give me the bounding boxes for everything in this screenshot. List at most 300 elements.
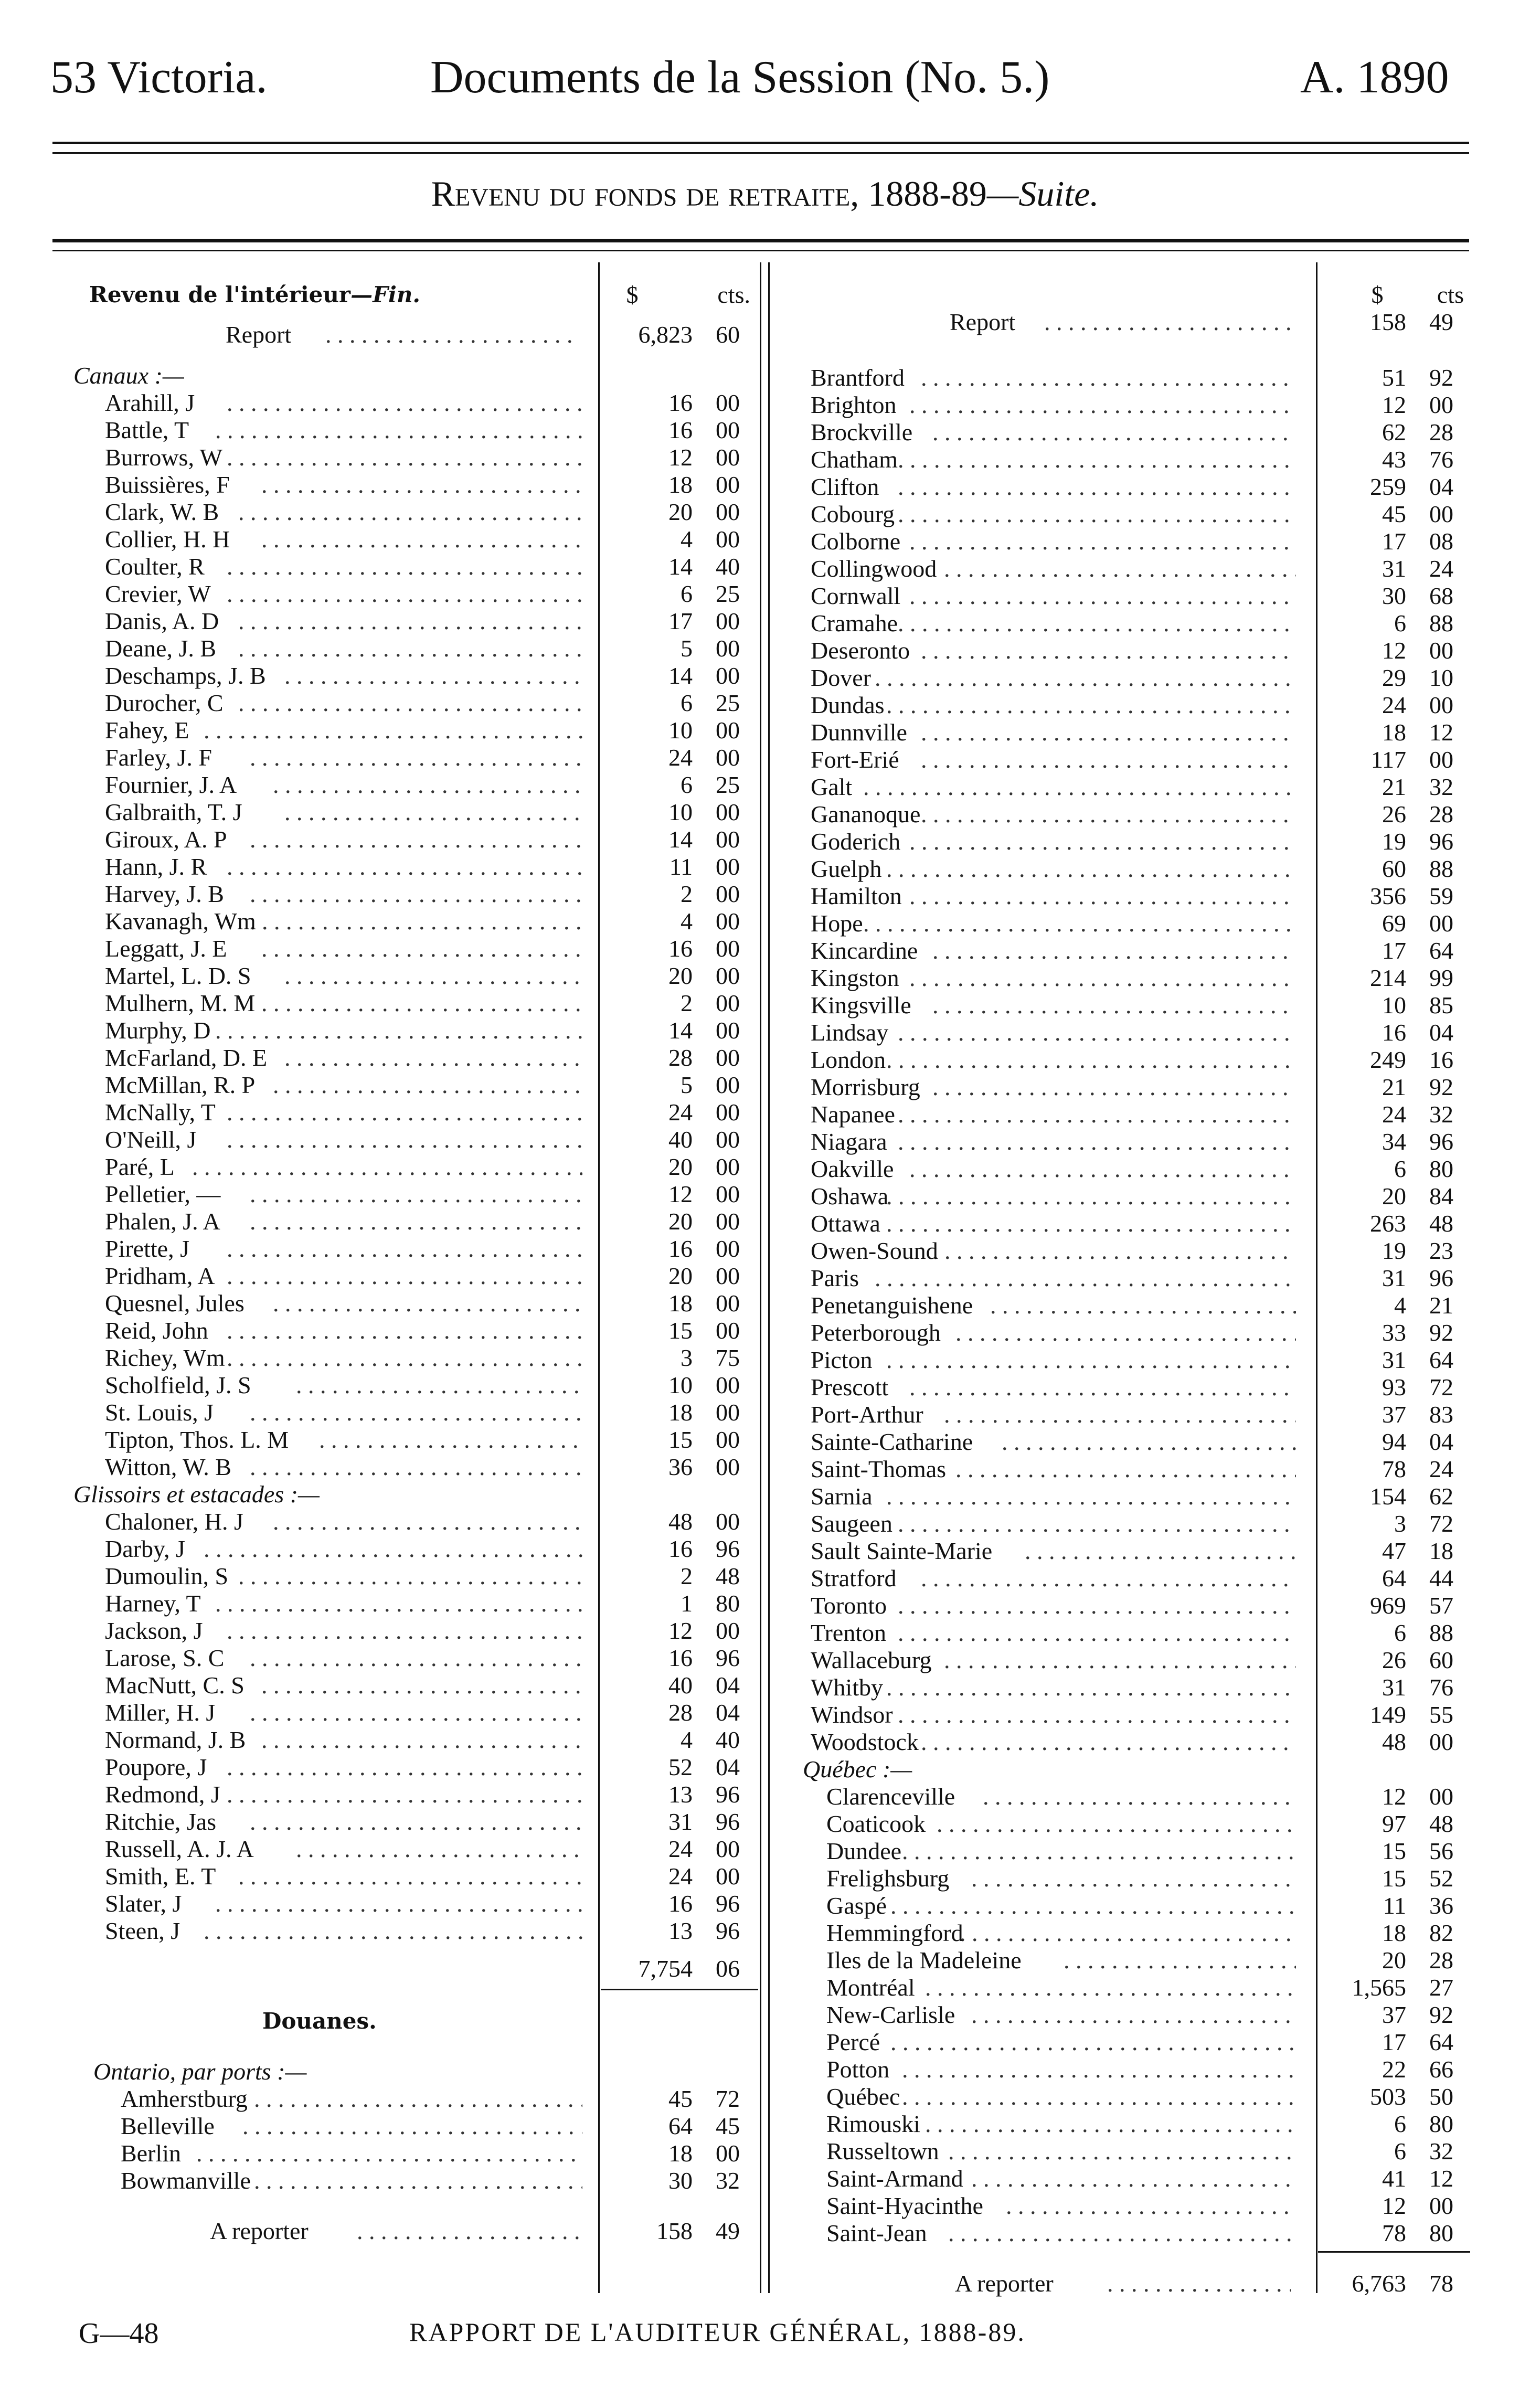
left-entry-cents: 75 [716, 1344, 740, 1371]
left-entry-name: Pelletier, — [105, 1181, 221, 1207]
port-entry-dollars: 21 [1382, 773, 1406, 800]
left-entry-cents: 96 [716, 1808, 740, 1835]
leader-dots [886, 1183, 1296, 1210]
left-entry-name: Redmond, J [105, 1781, 220, 1808]
port-entry-row [0, 419, 1530, 446]
right-dollar-head: $ [1371, 281, 1384, 308]
port-entry-dollars: 4 [1394, 1292, 1406, 1319]
left-entry-dollars: 36 [668, 1454, 693, 1480]
left-entry-dollars: 20 [668, 1153, 693, 1180]
leader-dots [1025, 1537, 1296, 1565]
left-entry-cents: 00 [716, 1863, 740, 1890]
left-entry-dollars: 6 [681, 580, 693, 607]
port-entry-cents: 83 [1429, 1401, 1453, 1428]
port-entry-dollars: 6 [1394, 2110, 1406, 2137]
left-entry-name: Dumoulin, S [105, 1563, 229, 1589]
left-entry-dollars: 10 [668, 1372, 693, 1398]
left-entry-name: Fahey, E [105, 717, 189, 744]
port-entry-cents: 12 [1429, 719, 1453, 746]
leader-dots [898, 610, 1296, 637]
port-entry-name: Deseronto [811, 637, 910, 664]
port-entry-name: Clifton [811, 473, 879, 500]
port-entry-name: Frelighsburg [826, 1865, 950, 1892]
port-entry-cents: 62 [1429, 1483, 1453, 1510]
ontario-heading: Ontario, par ports :— [93, 2058, 307, 2085]
leader-dots [898, 446, 1296, 473]
left-entry-dollars: 48 [668, 1508, 693, 1535]
port-entry-name: Lindsay [811, 1019, 889, 1046]
left-entry-dollars: 13 [668, 1781, 693, 1808]
left-entry-dollars: 40 [668, 1672, 693, 1699]
right-cents-head: cts [1437, 281, 1464, 308]
leader-dots [983, 1783, 1296, 1810]
left-entry-name: McMillan, R. P [105, 1072, 256, 1098]
port-entry-name: Cornwall [811, 582, 901, 609]
port-entry-dollars: 356 [1370, 883, 1406, 909]
port-entry-cents: 64 [1429, 1346, 1453, 1373]
port-entry-cents: 00 [1429, 2192, 1453, 2219]
port-entry-dollars: 10 [1382, 992, 1406, 1019]
left-entry-cents: 04 [716, 1754, 740, 1780]
left-entry-cents: 00 [716, 908, 740, 935]
port-entry-row [0, 746, 1530, 773]
left-entry-dollars: 52 [668, 1754, 693, 1780]
port-entry-name: Toronto [811, 1592, 887, 1619]
port-entry-cents: 32 [1429, 773, 1453, 800]
port-entry-row [0, 1865, 1530, 1892]
port-entry-name: Morrisburg [811, 1074, 920, 1100]
leader-dots [971, 2165, 1296, 2192]
left-entry-name: O'Neill, J [105, 1126, 197, 1153]
port-entry-name: Windsor [811, 1701, 893, 1728]
port-entry-name: Saint-Thomas [811, 1456, 947, 1482]
leader-dots [932, 1074, 1296, 1101]
port-entry-name: Fort-Erié [811, 746, 899, 773]
left-entry-cents: 00 [716, 1153, 740, 1180]
port-entry-row [0, 1728, 1530, 1756]
port-entry-row [0, 1346, 1530, 1374]
port-entry-name: Peterborough [811, 1319, 941, 1346]
port-entry-row [0, 1428, 1530, 1456]
port-entry-name: Colborne [811, 528, 901, 555]
left-entry-cents: 00 [716, 1181, 740, 1207]
port-entry-name: Dover [811, 664, 871, 691]
leader-dots [944, 1647, 1296, 1674]
port-entry-dollars: 18 [1382, 1919, 1406, 1946]
port-entry-cents: 64 [1429, 2029, 1453, 2055]
port-entry-cents: 04 [1429, 1428, 1453, 1455]
left-entry-dollars: 2 [681, 990, 693, 1016]
port-entry-dollars: 26 [1382, 801, 1406, 828]
port-entry-dollars: 97 [1382, 1810, 1406, 1837]
left-entry-name: MacNutt, C. S [105, 1672, 245, 1699]
left-entry-dollars: 4 [681, 908, 693, 935]
left-entry-name: Poupore, J [105, 1754, 207, 1780]
port-entry-cents: 28 [1429, 1947, 1453, 1974]
leader-dots [955, 1319, 1296, 1346]
port-entry-name: Penetanguishene [811, 1292, 973, 1319]
left-dollar-head: $ [626, 281, 639, 308]
left-entry-cents: 00 [716, 853, 740, 880]
port-entry-dollars: 6 [1394, 1155, 1406, 1182]
left-entry-cents: 00 [716, 444, 740, 471]
port-entry-row [0, 1265, 1530, 1292]
port-entry-dollars: 45 [1382, 501, 1406, 527]
leader-dots [898, 1701, 1296, 1728]
port-entry-dollars: 20 [1382, 1183, 1406, 1210]
left-entry-cents: 00 [716, 1836, 740, 1862]
left-entry-dollars: 24 [668, 1099, 693, 1126]
left-entry-dollars: 24 [668, 744, 693, 771]
leader-dots [925, 2110, 1296, 2138]
right-report-row [0, 309, 1530, 336]
port-entry-dollars: 6 [1394, 1619, 1406, 1646]
left-entry-name: Russell, A. J. A [105, 1836, 254, 1862]
header-session-year: 53 Victoria. [50, 52, 268, 103]
left-entry-cents: 00 [716, 1617, 740, 1644]
left-entry-dollars: 20 [668, 962, 693, 989]
left-entry-cents: 00 [716, 608, 740, 634]
port-entry-cents: 00 [716, 2140, 740, 2167]
leader-dots [971, 2001, 1296, 2029]
left-entry-dollars: 10 [668, 717, 693, 744]
port-entry-row [0, 1537, 1530, 1565]
leader-dots [909, 964, 1296, 992]
port-entry-row [0, 1483, 1530, 1510]
left-entry-dollars: 12 [668, 1181, 693, 1207]
left-entry-name: Ritchie, Jas [105, 1808, 217, 1835]
port-entry-row [0, 1401, 1530, 1428]
port-entry-row [0, 637, 1530, 664]
port-entry-name: Kingsville [811, 992, 911, 1019]
port-entry-cents: 96 [1429, 1265, 1453, 1291]
leader-dots [886, 855, 1296, 883]
port-entry-cents: 23 [1429, 1237, 1453, 1264]
port-entry-cents: 92 [1429, 1319, 1453, 1346]
port-entry-name: Saint-Jean [826, 2220, 927, 2246]
leader-dots [932, 1237, 1296, 1265]
port-entry-row [0, 1456, 1530, 1483]
leader-dots [909, 391, 1296, 419]
leader-dots [886, 1210, 1296, 1237]
left-entry-dollars: 5 [681, 1072, 693, 1098]
right-ontario-list [0, 364, 1530, 1756]
port-entry-cents: 88 [1429, 855, 1453, 882]
left-entry-name: St. Louis, J [105, 1399, 214, 1426]
left-entry-name: Kavanagh, Wm [105, 908, 256, 935]
left-heading: Revenu de l'intérieur [89, 282, 351, 307]
port-entry-row [0, 937, 1530, 964]
leader-dots [948, 2220, 1296, 2247]
left-entry-name: Miller, H. J [105, 1699, 216, 1726]
port-entry-name: Potton [826, 2056, 890, 2083]
port-entry-name: Wallaceburg [811, 1647, 932, 1673]
port-entry-dollars: 19 [1382, 828, 1406, 855]
port-entry-cents: 72 [716, 2085, 740, 2112]
leader-dots [886, 1483, 1296, 1510]
port-entry-dollars: 26 [1382, 1647, 1406, 1673]
left-heading-suffix: —Fin. [350, 282, 420, 307]
right-column [0, 281, 1530, 2297]
left-entry-cents: 40 [716, 1726, 740, 1753]
left-entry-dollars: 4 [681, 1726, 693, 1753]
leader-dots [898, 1592, 1296, 1619]
right-a-reporter-label: A reporter [955, 2270, 1054, 2297]
douanes-heading: Douanes. [262, 2008, 377, 2034]
port-entry-name: Collingwood [811, 555, 937, 582]
port-entry-cents: 52 [1429, 1865, 1453, 1892]
port-entry-dollars: 15 [1382, 1838, 1406, 1864]
port-entry-dollars: 33 [1382, 1319, 1406, 1346]
left-entry-name: Giroux, A. P [105, 826, 227, 853]
left-entry-cents: 00 [716, 799, 740, 825]
left-entry-dollars: 18 [668, 1399, 693, 1426]
port-entry-name: Dundee [826, 1838, 902, 1864]
port-entry-dollars: 214 [1370, 964, 1406, 991]
left-entry-dollars: 16 [668, 417, 693, 443]
left-entry-cents: 04 [716, 1672, 740, 1699]
header-document-title: Documents de la Session (No. 5.) [430, 52, 1050, 103]
leader-dots [921, 719, 1296, 746]
leader-dots [937, 1810, 1296, 1838]
port-entry-row [0, 2056, 1530, 2083]
left-entry-name: Harvey, J. B [105, 881, 224, 907]
leader-dots [898, 1510, 1296, 1537]
left-entry-cents: 96 [716, 1535, 740, 1562]
leader-dots [875, 664, 1296, 692]
port-entry-cents: 96 [1429, 1128, 1453, 1155]
left-entry-dollars: 3 [681, 1344, 693, 1371]
leader-dots [898, 1619, 1296, 1647]
port-entry-cents: 44 [1429, 1565, 1453, 1592]
left-entry-name: Normand, J. B [105, 1726, 246, 1753]
left-entry-cents: 00 [716, 635, 740, 662]
leader-dots [944, 555, 1296, 582]
left-entry-dollars: 2 [681, 881, 693, 907]
left-subtotal-rule [601, 1989, 758, 1990]
port-entry-row [0, 501, 1530, 528]
leader-dots [925, 1974, 1296, 2001]
left-entry-name: Chaloner, H. J [105, 1508, 243, 1535]
port-entry-name: Sault Sainte-Marie [811, 1537, 993, 1564]
left-entry-dollars: 14 [668, 1017, 693, 1044]
left-entry-cents: 00 [716, 1044, 740, 1071]
left-a-reporter-dollars: 158 [656, 2218, 693, 2244]
left-entry-dollars: 18 [668, 471, 693, 498]
leader-dots [1107, 2270, 1291, 2297]
leader-dots [875, 1265, 1296, 1292]
leader-dots [921, 746, 1296, 773]
port-entry-name: Hemmingford [826, 1919, 963, 1946]
port-entry-dollars: 30 [1382, 582, 1406, 609]
left-entry-name: Hann, J. R [105, 853, 207, 880]
port-entry-dollars: 51 [1382, 364, 1406, 391]
left-entry-name: Collier, H. H [105, 526, 230, 553]
port-entry-row [0, 1292, 1530, 1319]
port-entry-row [0, 582, 1530, 610]
right-report-cents: 49 [1429, 309, 1453, 335]
port-entry-name: Coaticook [826, 1810, 926, 1837]
port-entry-name: Russeltown [826, 2138, 939, 2165]
left-entry-cents: 96 [716, 1645, 740, 1671]
port-entry-cents: 92 [1429, 2001, 1453, 2028]
port-entry-row [0, 528, 1530, 555]
right-a-reporter-row [0, 2270, 1530, 2297]
port-entry-row [0, 1074, 1530, 1101]
port-entry-cents: 10 [1429, 664, 1453, 691]
leader-dots [932, 937, 1296, 964]
port-entry-dollars: 78 [1382, 1456, 1406, 1482]
port-entry-cents: 50 [1429, 2083, 1453, 2110]
left-entry-name: Durocher, C [105, 689, 224, 716]
leader-dots [909, 828, 1296, 855]
quebec-heading-row [0, 1756, 1530, 1783]
left-entry-cents: 00 [716, 1072, 740, 1098]
port-entry-cents: 88 [1429, 1619, 1453, 1646]
left-entry-cents: 00 [716, 1099, 740, 1126]
port-entry-cents: 21 [1429, 1292, 1453, 1319]
port-entry-name: Brockville [811, 419, 913, 445]
port-entry-name: Gananoque [811, 801, 921, 828]
left-entry-name: Crevier, W [105, 580, 211, 607]
leader-dots [921, 1728, 1296, 1756]
left-entry-name: Slater, J [105, 1890, 182, 1917]
left-entry-dollars: 2 [681, 1563, 693, 1589]
port-entry-cents: 88 [1429, 610, 1453, 637]
port-entry-name: Montréal [826, 1974, 915, 2001]
left-entry-cents: 00 [716, 744, 740, 771]
port-entry-name: Clarenceville [826, 1783, 955, 1810]
right-report-dollars: 158 [1370, 309, 1406, 335]
left-entry-cents: 00 [716, 935, 740, 962]
left-entry-dollars: 4 [681, 526, 693, 553]
port-entry-dollars: 60 [1382, 855, 1406, 882]
header-rule-bottom [52, 152, 1469, 154]
port-entry-cents: 76 [1429, 446, 1453, 473]
left-subtotal-cents: 06 [716, 1955, 740, 1982]
left-entry-cents: 96 [716, 1781, 740, 1808]
port-entry-cents: 24 [1429, 555, 1453, 582]
port-entry-dollars: 41 [1382, 2165, 1406, 2192]
left-entry-cents: 25 [716, 771, 740, 798]
port-entry-row [0, 1619, 1530, 1647]
left-entry-name: Fournier, J. A [105, 771, 237, 798]
port-entry-row [0, 2138, 1530, 2165]
group-heading: Glissoirs et estacades :— [73, 1481, 320, 1508]
left-entry-cents: 80 [716, 1590, 740, 1617]
port-entry-cents: 16 [1429, 1046, 1453, 1073]
port-entry-name: Guelph [811, 855, 882, 882]
leader-dots [863, 910, 1296, 937]
leader-dots [955, 1456, 1296, 1483]
port-entry-row [0, 2192, 1530, 2220]
port-entry-name: Woodstock [811, 1728, 919, 1755]
left-entry-dollars: 12 [668, 1617, 693, 1644]
port-entry-name: Cobourg [811, 501, 895, 527]
port-entry-name: Goderich [811, 828, 901, 855]
leader-dots [971, 1865, 1296, 1892]
port-entry-cents: 72 [1429, 1374, 1453, 1401]
leader-dots [898, 1101, 1296, 1128]
port-entry-dollars: 18 [1382, 719, 1406, 746]
port-entry-dollars: 93 [1382, 1374, 1406, 1401]
port-entry-cents: 84 [1429, 1183, 1453, 1210]
port-entry-name: Belleville [121, 2113, 215, 2139]
left-entry-name: Martel, L. D. S [105, 962, 251, 989]
port-entry-row [0, 1183, 1530, 1210]
port-entry-row [0, 1319, 1530, 1346]
port-entry-row [0, 1510, 1530, 1537]
port-entry-dollars: 94 [1382, 1428, 1406, 1455]
footer-report-title: RAPPORT DE L'AUDITEUR GÉNÉRAL, 1888-89. [409, 2317, 1026, 2347]
left-entry-dollars: 10 [668, 799, 693, 825]
port-entry-row [0, 1565, 1530, 1592]
port-entry-name: Port-Arthur [811, 1401, 923, 1428]
port-entry-dollars: 12 [1382, 391, 1406, 418]
leader-dots [932, 992, 1296, 1019]
port-entry-cents: 08 [1429, 528, 1453, 555]
port-entry-cents: 48 [1429, 1210, 1453, 1237]
left-entry-dollars: 11 [669, 853, 693, 880]
left-entry-dollars: 20 [668, 498, 693, 525]
port-entry-cents: 48 [1429, 1810, 1453, 1837]
port-entry-name: Picton [811, 1346, 873, 1373]
header-rule-top [52, 142, 1469, 144]
port-entry-row [0, 1237, 1530, 1265]
port-entry-cents: 80 [1429, 2220, 1453, 2246]
port-entry-dollars: 6 [1394, 610, 1406, 637]
port-entry-cents: 57 [1429, 1592, 1453, 1619]
port-entry-cents: 00 [1429, 637, 1453, 664]
left-entry-name: Murphy, D [105, 1017, 211, 1044]
port-entry-dollars: 64 [668, 2113, 693, 2139]
left-entry-cents: 96 [716, 1890, 740, 1917]
port-entry-cents: 96 [1429, 828, 1453, 855]
left-entry-dollars: 15 [668, 1317, 693, 1344]
port-entry-name: Trenton [811, 1619, 886, 1646]
leader-dots [921, 364, 1296, 391]
port-entry-name: Hamilton [811, 883, 902, 909]
leader-dots [1044, 309, 1291, 336]
port-entry-row [0, 473, 1530, 501]
leader-dots [886, 692, 1296, 719]
port-entry-dollars: 19 [1382, 1237, 1406, 1264]
left-report-cents: 60 [716, 321, 740, 348]
port-entry-name: Prescott [811, 1374, 889, 1401]
port-entry-row [0, 1101, 1530, 1128]
port-entry-name: Saint-Armand [826, 2165, 963, 2192]
left-entry-dollars: 6 [681, 689, 693, 716]
port-entry-cents: 60 [1429, 1647, 1453, 1673]
left-entry-dollars: 24 [668, 1863, 693, 1890]
left-entry-cents: 00 [716, 662, 740, 689]
left-entry-name: Leggatt, J. E [105, 935, 227, 962]
left-entry-cents: 00 [716, 881, 740, 907]
port-entry-dollars: 17 [1382, 528, 1406, 555]
port-entry-dollars: 37 [1382, 2001, 1406, 2028]
left-entry-dollars: 16 [668, 935, 693, 962]
left-subtotal-dollars: 7,754 [638, 1955, 693, 1982]
left-entry-cents: 00 [716, 526, 740, 553]
leader-dots [921, 637, 1296, 664]
left-entry-dollars: 16 [668, 1235, 693, 1262]
port-entry-cents: 27 [1429, 1974, 1453, 2001]
left-entry-name: Phalen, J. A [105, 1208, 220, 1235]
left-entry-cents: 00 [716, 1017, 740, 1044]
left-entry-cents: 00 [716, 1235, 740, 1262]
port-entry-dollars: 21 [1382, 1074, 1406, 1100]
left-entry-name: Reid, John [105, 1317, 208, 1344]
